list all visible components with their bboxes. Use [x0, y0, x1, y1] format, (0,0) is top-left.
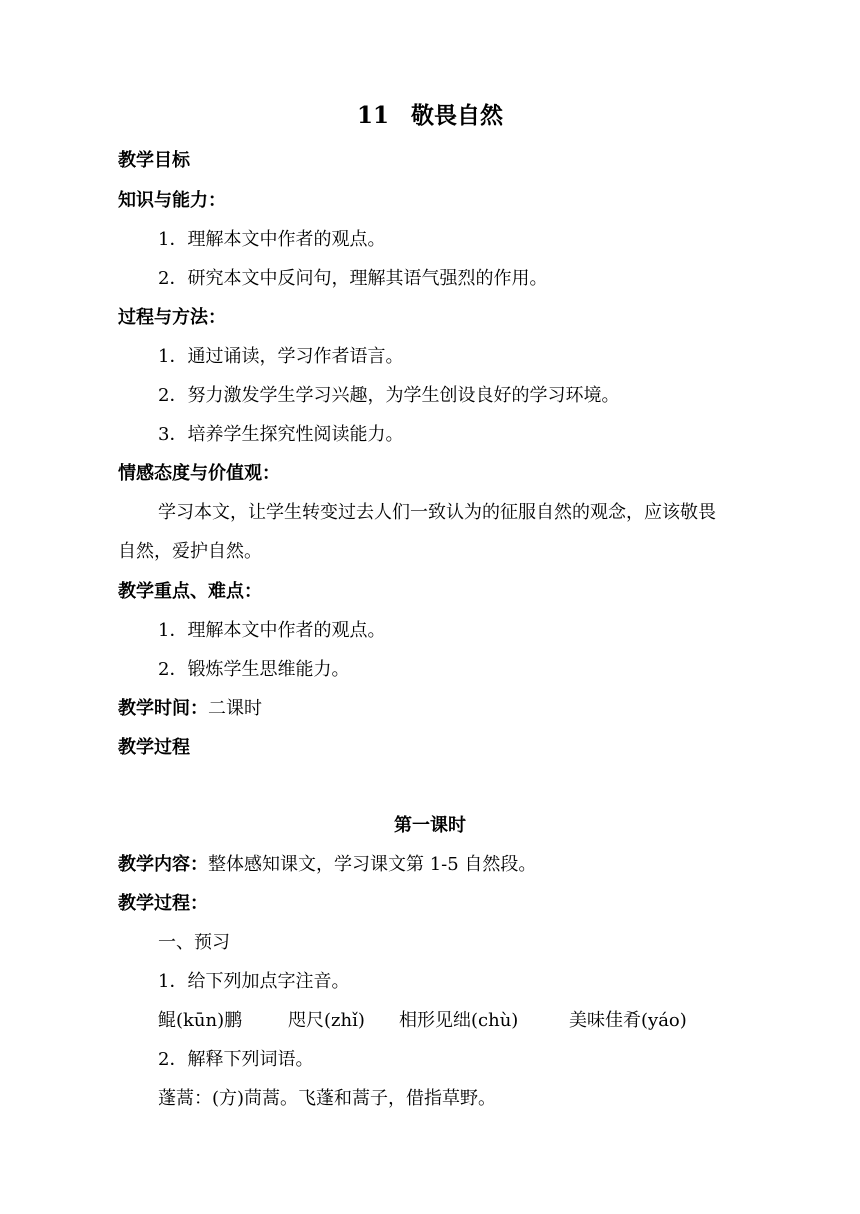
- definition-item: 蓬蒿：(方)茼蒿。飞蓬和蒿子，借指草野。: [158, 1088, 497, 1109]
- key-point-item: 2．锻炼学生思维能力。: [158, 659, 350, 680]
- teaching-time-value: 二课时: [208, 698, 262, 719]
- emotion-heading: 情感态度与价值观：: [118, 463, 280, 484]
- emotion-text-line: 自然，爱护自然。: [118, 541, 262, 562]
- emotion-text-line: 学习本文，让学生转变过去人们一致认为的征服自然的观念，应该敬畏: [158, 502, 716, 523]
- lesson1-heading: 第一课时: [394, 815, 466, 836]
- process-item: 1．通过诵读，学习作者语言。: [158, 346, 404, 367]
- lesson1-content: [118, 853, 780, 877]
- knowledge-item: 1．理解本文中作者的观点。: [158, 229, 386, 250]
- page-title: [0, 101, 860, 131]
- pinyin-item: 相形见绌(chù): [399, 1010, 519, 1031]
- section-heading: 一、预习: [158, 932, 230, 953]
- objectives-heading: 教学目标: [118, 150, 190, 171]
- teaching-process-heading: 教学过程: [118, 737, 190, 758]
- key-points-heading: 教学重点、难点：: [118, 581, 262, 602]
- knowledge-heading: 知识与能力：: [118, 190, 226, 211]
- process-item: 3．培养学生探究性阅读能力。: [158, 424, 404, 445]
- task-item: 1．给下列加点字注音。: [158, 971, 350, 992]
- key-point-item: 1．理解本文中作者的观点。: [158, 620, 386, 641]
- lesson1-process-label: 教学过程：: [118, 893, 208, 914]
- pinyin-item: 咫尺(zhǐ): [288, 1010, 365, 1031]
- pinyin-item: 鲲(kūn)鹏: [158, 1010, 243, 1031]
- lesson-number: 11: [356, 102, 389, 129]
- teaching-time: [118, 697, 780, 721]
- teaching-time-label: 教学时间：: [118, 698, 208, 719]
- lesson-title: 敬畏自然: [411, 102, 503, 129]
- pinyin-item: 美味佳肴(yáo): [569, 1010, 687, 1031]
- process-item: 2．努力激发学生学习兴趣，为学生创设良好的学习环境。: [158, 385, 620, 406]
- knowledge-item: 2．研究本文中反问句，理解其语气强烈的作用。: [158, 268, 548, 289]
- lesson1-content-value: 整体感知课文，学习课文第 1-5 自然段。: [208, 854, 537, 875]
- task-item: 2．解释下列词语。: [158, 1049, 314, 1070]
- lesson1-content-label: 教学内容：: [118, 854, 208, 875]
- process-method-heading: 过程与方法：: [118, 307, 226, 328]
